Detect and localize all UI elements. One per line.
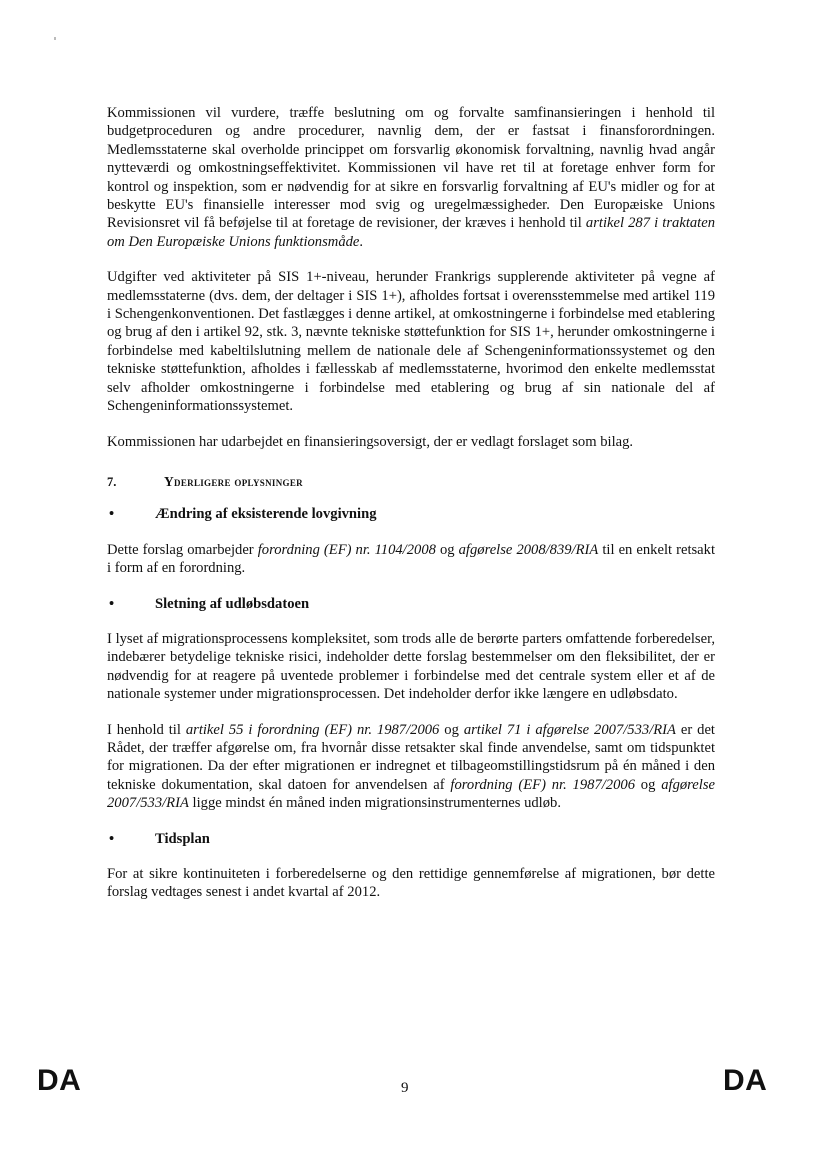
- paragraph: [107, 433, 715, 451]
- bullet-2-paragraphs: [107, 630, 715, 813]
- paragraph-text: Udgifter ved aktiviteter på SIS 1+-niveau, herunder Frankrigs supplerende aktiviteter på vegne af medlemsstaterne (dvs. dem, der deltager i SIS 1+), afholdes fortsat i overensstemmelse med artikel 119 i Schengenkonventionen. Det fastlægges i denne artikel, at omkostningerne i forbindelse med etablering og brug af den i artikel 92, stk. 3, nævnte tekniske støttefunktion for SIS 1+, herunder omkostningerne i forbindelse med kabeltilslutning mellem de nationale dele af Schengeninformationssystemet og den tekniske støttefunktion, afholdes i fællesskab af medlemsstaterne, hvorimod den enkelte medlemsstat selv afholder omkostningerne i forbindelse med etablering og brug af sin nationale del af Schengeninformationssystemet.: [107, 269, 715, 415]
- bullet-symbol: •: [109, 830, 115, 847]
- bullet-heading-2: [107, 595, 715, 613]
- scan-speck: [54, 37, 56, 40]
- paragraph-text: .: [359, 233, 364, 250]
- footer-language-right: DA: [723, 1064, 768, 1097]
- paragraph: [107, 630, 715, 704]
- paragraph-text: For at sikre kontinuiteten i forberedelserne og den rettidige gennemførelse af migrationen, bør dette forslag vedtages senest i andet kvartal af 2012.: [107, 866, 715, 901]
- bullet-heading-3: [107, 830, 715, 848]
- paragraph-text: og: [439, 721, 464, 738]
- legal-reference: afgørelse 2007/533/RIA: [107, 776, 715, 812]
- paragraph-text: er det Rådet, der træffer afgørelse om, fra hvornår disse retsakter skal finde anvendelse, samt om tidspunktet for migrationen. Da der efter migrationen er indregnet et tilbageomstillingstidsrum på én måned i den tekniske dokumentation, skal datoen for anvendelsen af: [107, 721, 715, 793]
- bullet-symbol: •: [109, 506, 115, 523]
- legal-reference: artikel 71 i afgørelse 2007/533/RIA: [463, 721, 676, 738]
- bullet-label: Sletning af udløbsdatoen: [155, 595, 310, 612]
- legal-reference: forordning (EF) nr. 1104/2008: [257, 541, 436, 558]
- paragraph-text: Kommissionen vil vurdere, træffe beslutning om og forvalte samfinansieringen i henhold til budgetproceduren og andre procedurer, navnlig dem, der er fastsat i finansforordningen. Medlemsstaterne skal overholde princippet om forsvarlig økonomisk forvaltning, navnlig hvad angår nytteværdi og omkostningseffektivitet. Kommissionen vil have ret til at foretage enhver form for kontrol og inspektion, som er nødvendig for at sikre en forsvarlig forvaltning af EU's midler og for at beskytte EU's finansielle interesser mod svig og uregelmæssigheder. Den Europæiske Unions Revisionsret vil få beføjelse til at foretage de revisioner, der kræves i henhold til: [107, 105, 715, 232]
- bullet-label: Ændring af eksisterende lovgivning: [155, 506, 377, 523]
- bullet-label: Tidsplan: [155, 830, 210, 847]
- paragraph-text: og: [435, 541, 459, 558]
- legal-reference: artikel 287 i traktaten om Den Europæiske Unions funktionsmåde: [107, 215, 715, 250]
- paragraph: [107, 268, 715, 415]
- section-title: Yderligere oplysninger: [164, 473, 303, 489]
- paragraph-text: Kommissionen har udarbejdet en finansieringsoversigt, der er vedlagt forslaget som bilag.: [107, 433, 634, 450]
- document-body: [107, 104, 715, 919]
- section-number: 7.: [107, 474, 117, 489]
- paragraph: [107, 865, 715, 902]
- paragraph-text: til en enkelt retsakt i form af en forordning.: [107, 541, 716, 577]
- legal-reference: artikel 55 i forordning (EF) nr. 1987/2006: [185, 721, 440, 738]
- paragraph: [107, 541, 715, 578]
- bullet-1-paragraphs: [107, 541, 715, 578]
- page-number: 9: [401, 1080, 409, 1096]
- paragraph-text: Dette forslag omarbejder: [107, 541, 258, 558]
- footer-language-left: DA: [37, 1064, 82, 1097]
- bullet-symbol: •: [109, 595, 115, 612]
- paragraph-text: ligge mindst én måned inden migrationsinstrumenternes udløb.: [188, 795, 561, 812]
- paragraph: [107, 104, 715, 251]
- legal-reference: afgørelse 2008/839/RIA: [458, 541, 599, 558]
- legal-reference: forordning (EF) nr. 1987/2006: [450, 776, 635, 793]
- paragraph-text: I lyset af migrationsprocessens kompleksitet, som trods alle de berørte parters omfattende forberedelser, indebærer betydelige tekniske risici, indeholder dette forslag bestemmelser om den fleksibilitet, der er nødvendig for at reagere på uventede problemer i forbindelse med det centrale system eller et af de nationale systemer under migrationsprocessen. Det indeholder derfor ikke længere en udløbsdato.: [107, 630, 715, 703]
- section-heading: [107, 473, 715, 491]
- intro-paragraphs: [107, 104, 715, 451]
- paragraph: [107, 721, 715, 813]
- paragraph-text: og: [635, 776, 662, 793]
- bullet-heading-1: [107, 505, 715, 523]
- bullet-3-paragraphs: [107, 865, 715, 902]
- paragraph-text: I henhold til: [107, 721, 186, 738]
